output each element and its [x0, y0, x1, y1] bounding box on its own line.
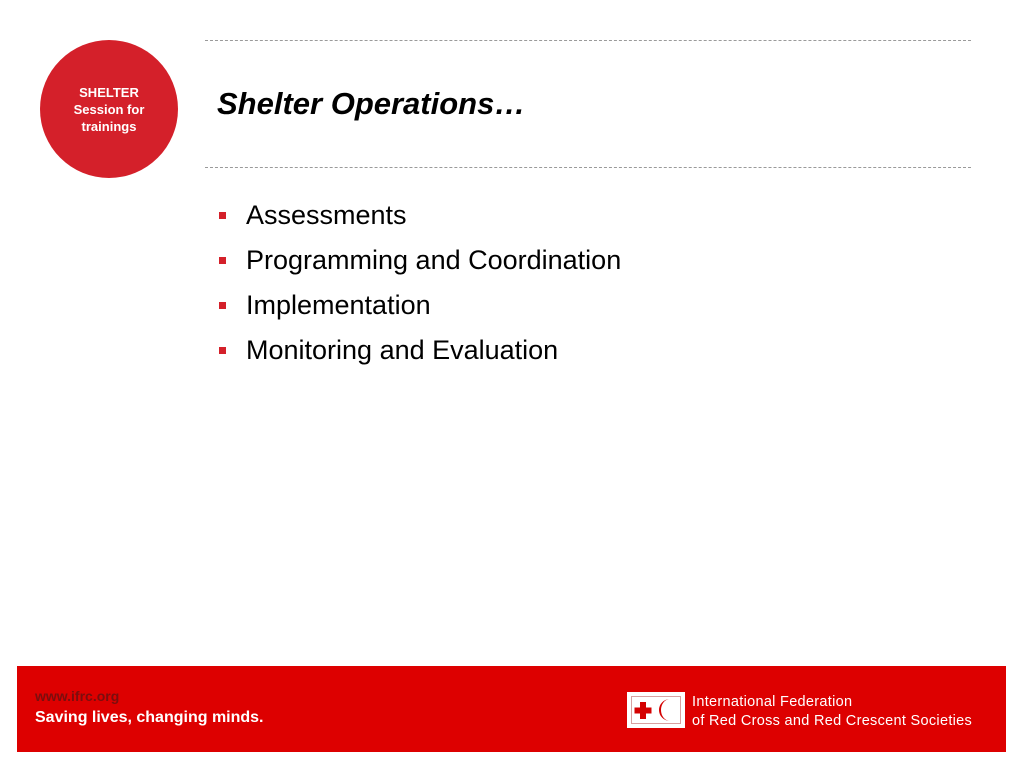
square-bullet-icon	[219, 347, 226, 354]
square-bullet-icon	[219, 302, 226, 309]
organization-name	[692, 693, 972, 731]
badge-line-1: SHELTER	[79, 84, 139, 100]
bullet-text: Monitoring and Evaluation	[246, 335, 559, 365]
bullet-text: Programming and Coordination	[246, 245, 622, 275]
bullet-list	[217, 193, 621, 373]
org-name-line-1: International Federation	[692, 694, 853, 710]
square-bullet-icon	[219, 257, 226, 264]
badge-line-3: trainings	[81, 118, 137, 134]
title-divider-top	[205, 40, 971, 41]
bullet-item	[217, 283, 621, 328]
cross-crescent-icon	[628, 693, 684, 727]
title-divider-bottom	[205, 167, 971, 168]
badge-line-2: Session for	[73, 101, 145, 117]
bullet-text: Implementation	[246, 290, 431, 320]
footer-banner	[17, 666, 1006, 752]
red-cross-red-crescent-logo-icon	[628, 693, 684, 727]
bullet-item	[217, 193, 621, 238]
slide-title: Shelter Operations…	[217, 86, 526, 121]
org-name-line-2: of Red Cross and Red Crescent Societies	[692, 713, 973, 729]
footer-url-link[interactable]: www.ifrc.org	[35, 688, 120, 704]
bullet-item	[217, 328, 621, 373]
bullet-text: Assessments	[246, 200, 407, 230]
footer-slogan: Saving lives, changing minds.	[35, 709, 264, 726]
shelter-session-badge	[40, 40, 178, 178]
bullet-item	[217, 238, 621, 283]
square-bullet-icon	[219, 212, 226, 219]
